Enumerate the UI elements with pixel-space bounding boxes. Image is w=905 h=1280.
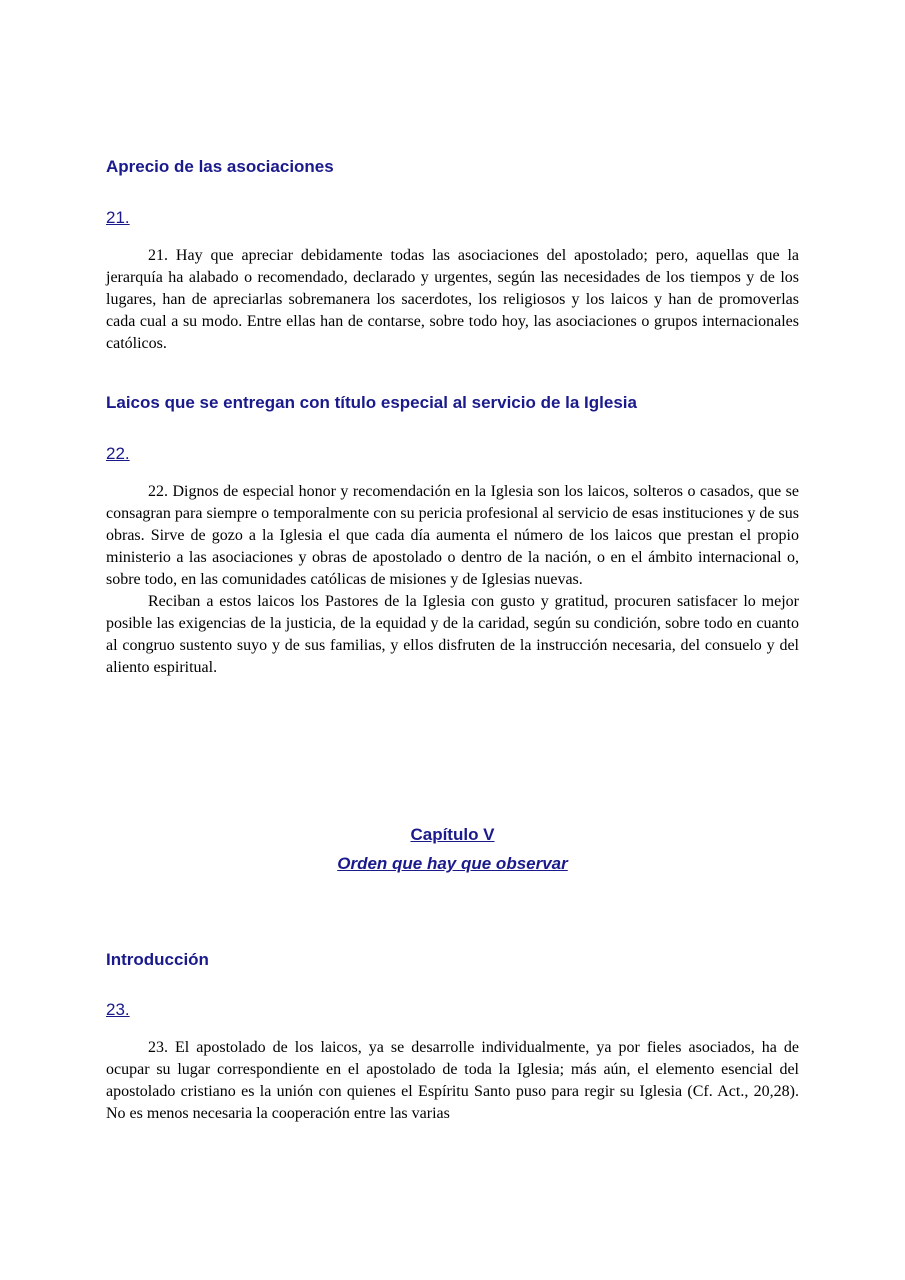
chapter-subtitle: Orden que hay que observar bbox=[337, 854, 568, 873]
section-anchor-link-23[interactable]: 23. bbox=[106, 1000, 130, 1019]
paragraph-23: 23. El apostolado de los laicos, ya se desarrolle individualmente, ya por fieles asociados, ha de ocupar su lugar correspondiente en el apostolado de toda la Iglesia; más aún, el elemento esencial del apostolado cristiano es la unión con quienes el Espíritu Santo puso para regir su Iglesia (Cf. Act., 20,28). No es menos necesaria la cooperación entre las varias bbox=[106, 1039, 799, 1122]
section-anchor-link-21[interactable]: 21. bbox=[106, 208, 130, 227]
paragraph-22-first: 22. Dignos de especial honor y recomendación en la Iglesia son los laicos, solteros o casados, que se consagran para siempre o temporalmente con su pericia profesional al servicio de esas instituciones y de sus obras. Sirve de gozo a la Iglesia el que cada día aumenta el número de los laicos que prestan el propio ministerio a las asociaciones y obras de apostolado o dentro de la nación, o en el ámbito internacional o, sobre todo, en las comunidades católicas de misiones y de Iglesias nuevas. bbox=[106, 483, 799, 588]
section-heading-laicos: Laicos que se entregan con título especial al servicio de la Iglesia bbox=[106, 393, 637, 412]
anchor-row-22 bbox=[106, 444, 799, 465]
anchor-row-21 bbox=[106, 208, 799, 229]
chapter-heading-block bbox=[106, 825, 799, 874]
section-anchor-link-22[interactable]: 22. bbox=[106, 444, 130, 463]
paragraph-22-second: Reciban a estos laicos los Pastores de la Iglesia con gusto y gratitud, procuren satisfacer lo mejor posible las exigencias de la justicia, de la equidad y de la caridad, según su condición, sobre todo en cuanto al congruo sustento suyo y de sus familias, y ellos disfruten de la instrucción necesaria, del consuelo y del aliento espiritual. bbox=[106, 593, 799, 676]
section-heading-introduccion: Introducción bbox=[106, 950, 209, 969]
chapter-title: Capítulo V bbox=[410, 825, 495, 844]
section-heading-aprecio: Aprecio de las asociaciones bbox=[106, 157, 334, 176]
paragraph-21: 21. Hay que apreciar debidamente todas las asociaciones del apostolado; pero, aquellas que la jerarquía ha alabado o recomendado, declarado y urgentes, según las necesidades de los tiempos y de los lugares, han de apreciarlas sobremanera los sacerdotes, los religiosos y los laicos y han de promoverlas cada cual a su modo. Entre ellas han de contarse, sobre todo hoy, las asociaciones o grupos internacionales católicos. bbox=[106, 247, 799, 352]
anchor-row-23 bbox=[106, 1000, 799, 1021]
